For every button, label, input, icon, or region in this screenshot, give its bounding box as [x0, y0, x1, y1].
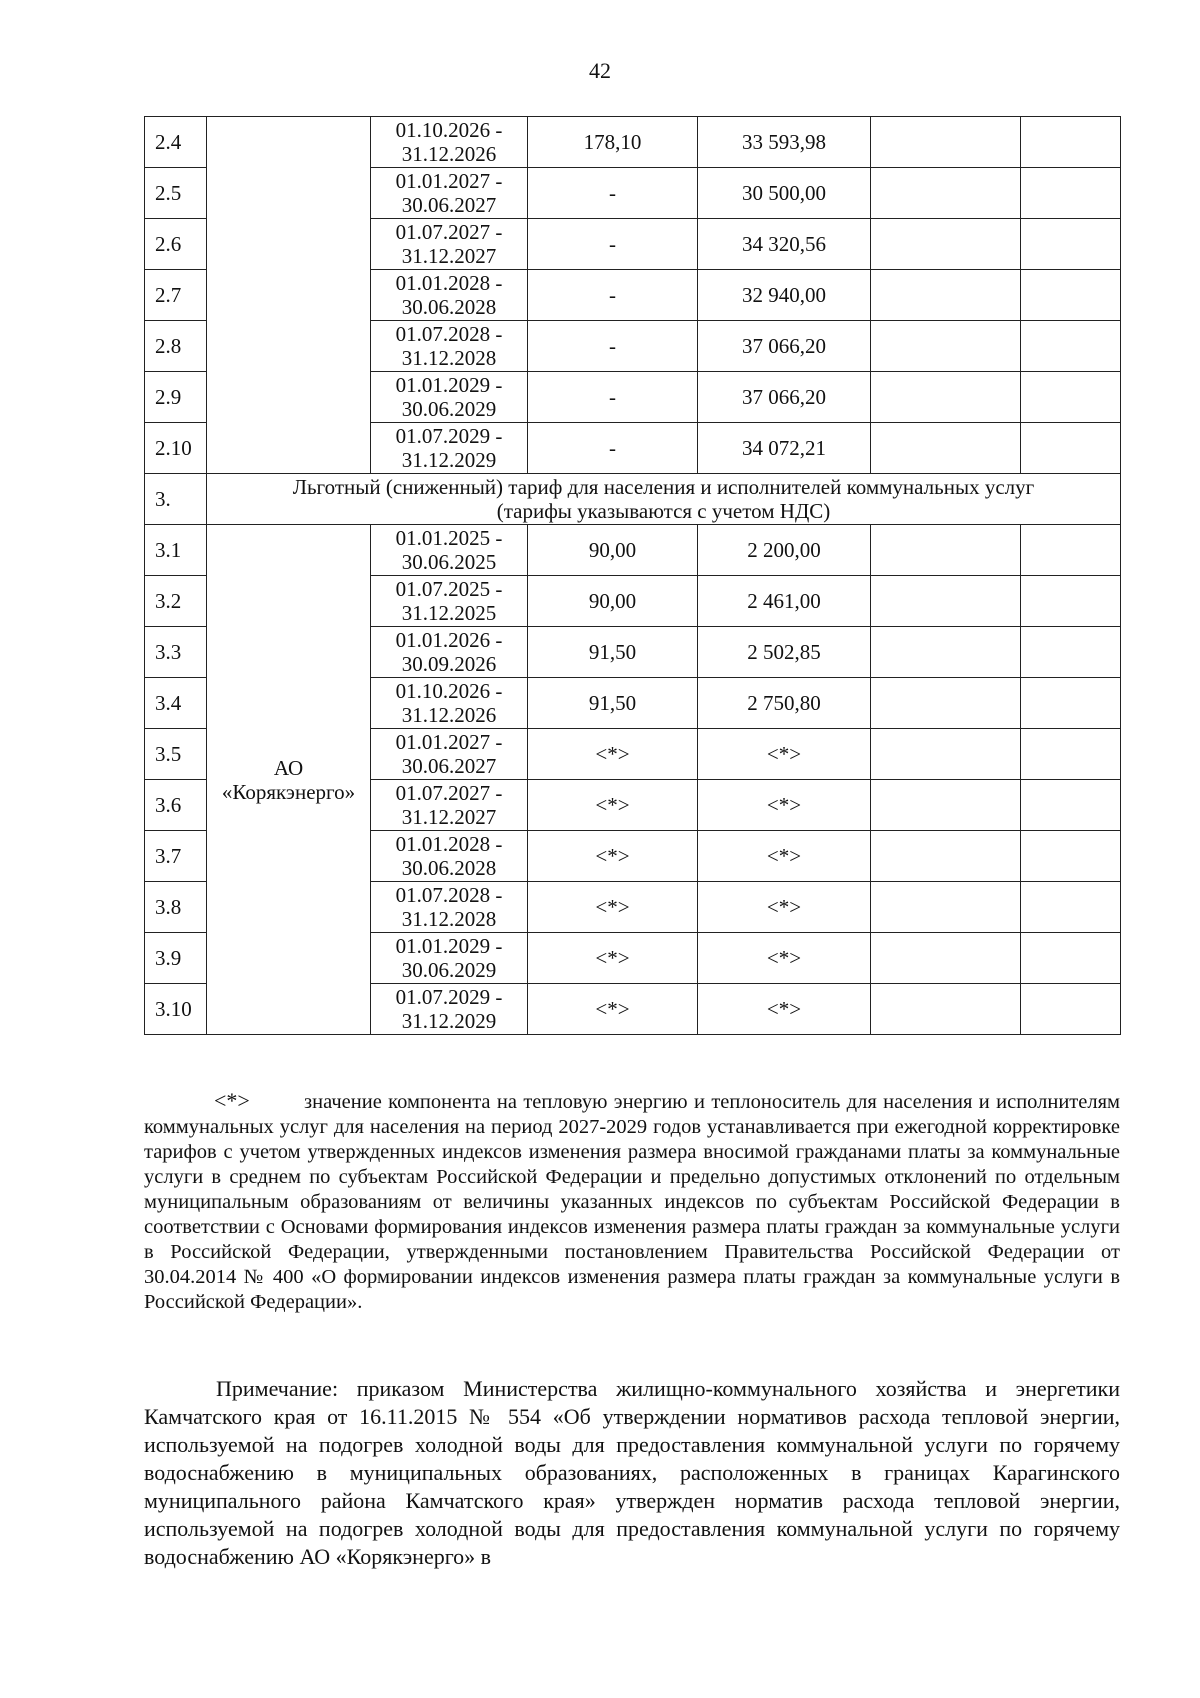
value1-cell: 90,00 [528, 525, 698, 576]
value2-cell: 2 461,00 [698, 576, 871, 627]
value2-cell: 32 940,00 [698, 270, 871, 321]
footnote-text: значение компонента на тепловую энергию и теплоноситель для населения и исполнителям коммунальных услуг для населения на период 2027-2029 годов устанавливается при ежегодной корректировке тарифов с учетом утвержденных индексов изменения размера вносимой гражданами платы за коммунальные услуги в среднем по субъектам Российской Федерации и предельно допустимых отклонений по отдельным муниципальным образованиям от величины указанных индексов по субъектам Российской Федерации в соответствии с Основами формирования индексов изменения размера платы граждан за коммунальные услуги в Российской Федерации, утвержденными постановлением Правительства Российской Федерации от 30.04.2014 № 400 «О формировании индексов изменения размера платы граждан за коммунальные услуги в Российской Федерации». [144, 1091, 1120, 1313]
period-start: 01.01.2028 - [395, 832, 503, 856]
note-paragraph: Примечание: приказом Министерства жилищно-коммунального хозяйства и энергетики Камчатского края от 16.11.2015 № 554 «Об утверждении нормативов расхода тепловой энергии, используемой на подогрев холодной воды для предоставления коммунальной услуги по горячему водоснабжению в муниципальных образованиях, расположенных в границах Карагинского муниципального района Камчатского края» утвержден норматив расхода тепловой энергии, используемой на подогрев холодной воды для предоставления коммунальной услуги по горячему водоснабжению АО «Корякэнерго» в [144, 1376, 1120, 1569]
empty-cell [871, 423, 1021, 474]
period-cell [371, 270, 528, 321]
row-number: 2.7 [145, 270, 207, 321]
period-end: 30.06.2028 [401, 295, 497, 319]
period-start: 01.01.2027 - [395, 169, 503, 193]
period-cell [371, 984, 528, 1035]
period-start: 01.01.2026 - [395, 628, 503, 652]
organization-cell [207, 525, 371, 1035]
value2-cell: 2 750,80 [698, 678, 871, 729]
row-number: 2.5 [145, 168, 207, 219]
value2-cell: <*> [698, 984, 871, 1035]
period-end: 31.12.2029 [401, 1009, 497, 1033]
period-cell [371, 168, 528, 219]
period-start: 01.07.2028 - [395, 883, 503, 907]
period-start: 01.01.2025 - [395, 526, 503, 550]
value2-cell: <*> [698, 780, 871, 831]
section-3-title-line2: (тарифы указываются с учетом НДС) [496, 499, 831, 523]
value1-cell: - [528, 219, 698, 270]
empty-cell [1021, 882, 1121, 933]
row-number: 2.10 [145, 423, 207, 474]
value2-cell: 30 500,00 [698, 168, 871, 219]
empty-cell [871, 729, 1021, 780]
value2-cell: 37 066,20 [698, 372, 871, 423]
period-end: 31.12.2025 [401, 601, 497, 625]
empty-cell [871, 372, 1021, 423]
row-number: 3.9 [145, 933, 207, 984]
period-cell [371, 372, 528, 423]
organization-cell [207, 117, 371, 474]
empty-cell [871, 678, 1021, 729]
period-end: 31.12.2026 [401, 703, 497, 727]
row-number: 2.6 [145, 219, 207, 270]
period-cell [371, 729, 528, 780]
empty-cell [871, 882, 1021, 933]
period-end: 31.12.2028 [401, 346, 497, 370]
period-start: 01.07.2029 - [395, 424, 503, 448]
period-end: 31.12.2026 [401, 142, 497, 166]
table-body-section-3 [145, 525, 1121, 1035]
value2-cell: 34 320,56 [698, 219, 871, 270]
row-number: 2.9 [145, 372, 207, 423]
organization-line1: АО [273, 755, 304, 780]
period-start: 01.01.2028 - [395, 271, 503, 295]
row-number: 3.5 [145, 729, 207, 780]
value1-cell: - [528, 321, 698, 372]
empty-cell [1021, 525, 1121, 576]
footnote-mark: <*> [214, 1088, 250, 1113]
empty-cell [871, 627, 1021, 678]
empty-cell [871, 576, 1021, 627]
empty-cell [1021, 219, 1121, 270]
empty-cell [1021, 678, 1121, 729]
section-3-title-line1: Льготный (сниженный) тариф для населения и исполнителей коммунальных услуг [292, 475, 1035, 499]
period-end: 30.06.2027 [401, 754, 497, 778]
value1-cell: - [528, 270, 698, 321]
empty-cell [871, 321, 1021, 372]
footnote [144, 1088, 1120, 1315]
empty-cell [1021, 270, 1121, 321]
value2-cell: 34 072,21 [698, 423, 871, 474]
table-row [145, 525, 1121, 576]
row-number: 3.7 [145, 831, 207, 882]
value2-cell: 33 593,98 [698, 117, 871, 168]
table-row [145, 117, 1121, 168]
row-number: 3.10 [145, 984, 207, 1035]
period-end: 30.06.2025 [401, 550, 497, 574]
empty-cell [1021, 627, 1121, 678]
period-end: 30.06.2028 [401, 856, 497, 880]
tariff-table [144, 116, 1121, 1035]
section-3-title [207, 474, 1121, 525]
empty-cell [1021, 423, 1121, 474]
value1-cell: <*> [528, 882, 698, 933]
organization-line2: «Корякэнерго» [221, 779, 356, 804]
table-section-3-header [145, 474, 1121, 525]
page-number: 42 [589, 58, 611, 83]
period-end: 31.12.2029 [401, 448, 497, 472]
period-start: 01.10.2026 - [395, 679, 503, 703]
empty-cell [871, 831, 1021, 882]
value1-cell: 178,10 [528, 117, 698, 168]
empty-cell [1021, 117, 1121, 168]
value1-cell: <*> [528, 780, 698, 831]
period-end: 30.09.2026 [401, 652, 497, 676]
value1-cell: - [528, 372, 698, 423]
period-start: 01.07.2027 - [395, 781, 503, 805]
table-body-section-2 [145, 117, 1121, 474]
period-cell [371, 525, 528, 576]
value1-cell: <*> [528, 933, 698, 984]
period-start: 01.01.2029 - [395, 373, 503, 397]
empty-cell [871, 117, 1021, 168]
empty-cell [1021, 576, 1121, 627]
period-cell [371, 780, 528, 831]
period-end: 30.06.2029 [401, 958, 497, 982]
period-start: 01.01.2027 - [395, 730, 503, 754]
period-start: 01.01.2029 - [395, 934, 503, 958]
period-end: 31.12.2027 [401, 244, 497, 268]
row-number: 2.4 [145, 117, 207, 168]
empty-cell [1021, 984, 1121, 1035]
value1-cell: - [528, 423, 698, 474]
row-number: 3.3 [145, 627, 207, 678]
period-end: 30.06.2027 [401, 193, 497, 217]
period-start: 01.07.2027 - [395, 220, 503, 244]
value1-cell: <*> [528, 984, 698, 1035]
row-number: 3.6 [145, 780, 207, 831]
value1-cell: 90,00 [528, 576, 698, 627]
period-start: 01.07.2025 - [395, 577, 503, 601]
empty-cell [871, 219, 1021, 270]
empty-cell [871, 780, 1021, 831]
row-number: 3.4 [145, 678, 207, 729]
period-cell [371, 678, 528, 729]
period-cell [371, 882, 528, 933]
value2-cell: <*> [698, 933, 871, 984]
empty-cell [1021, 780, 1121, 831]
period-start: 01.10.2026 - [395, 118, 503, 142]
empty-cell [871, 933, 1021, 984]
value1-cell: 91,50 [528, 627, 698, 678]
period-cell [371, 423, 528, 474]
period-start: 01.07.2028 - [395, 322, 503, 346]
period-cell [371, 576, 528, 627]
period-cell [371, 831, 528, 882]
period-cell [371, 117, 528, 168]
value2-cell: 2 200,00 [698, 525, 871, 576]
period-end: 31.12.2027 [401, 805, 497, 829]
period-cell [371, 933, 528, 984]
empty-cell [871, 525, 1021, 576]
value2-cell: 2 502,85 [698, 627, 871, 678]
period-end: 30.06.2029 [401, 397, 497, 421]
section-3-number: 3. [145, 474, 207, 525]
value2-cell: <*> [698, 729, 871, 780]
value2-cell: 37 066,20 [698, 321, 871, 372]
value1-cell: <*> [528, 729, 698, 780]
row-number: 2.8 [145, 321, 207, 372]
section-3-row [145, 474, 1121, 525]
value1-cell: - [528, 168, 698, 219]
empty-cell [871, 168, 1021, 219]
value1-cell: <*> [528, 831, 698, 882]
row-number: 3.1 [145, 525, 207, 576]
empty-cell [1021, 831, 1121, 882]
period-end: 31.12.2028 [401, 907, 497, 931]
empty-cell [1021, 321, 1121, 372]
period-cell [371, 219, 528, 270]
empty-cell [871, 984, 1021, 1035]
value2-cell: <*> [698, 831, 871, 882]
value1-cell: 91,50 [528, 678, 698, 729]
empty-cell [1021, 372, 1121, 423]
empty-cell [1021, 168, 1121, 219]
row-number: 3.8 [145, 882, 207, 933]
row-number: 3.2 [145, 576, 207, 627]
period-start: 01.07.2029 - [395, 985, 503, 1009]
empty-cell [1021, 729, 1121, 780]
period-cell [371, 321, 528, 372]
value2-cell: <*> [698, 882, 871, 933]
empty-cell [1021, 933, 1121, 984]
period-cell [371, 627, 528, 678]
empty-cell [871, 270, 1021, 321]
